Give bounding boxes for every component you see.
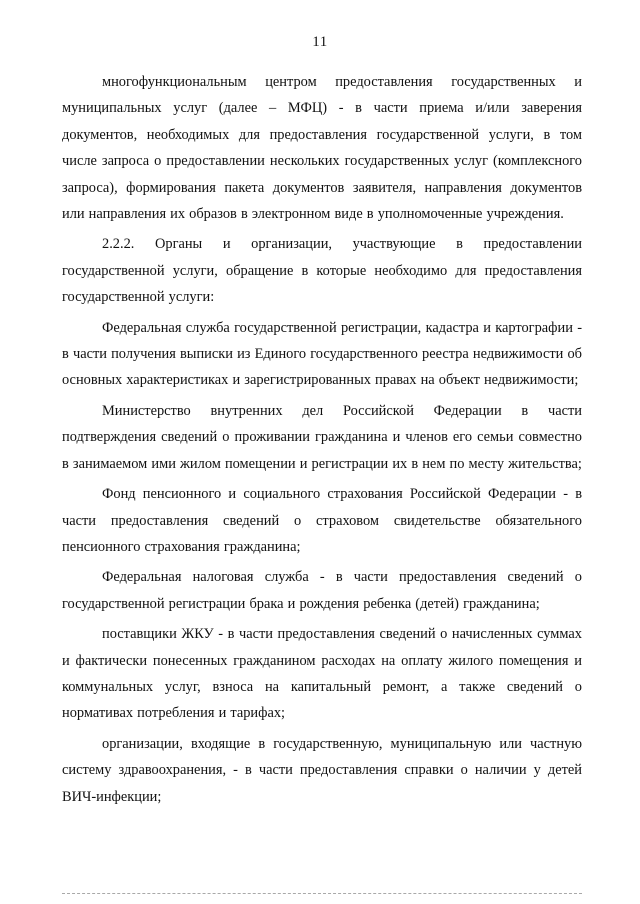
paragraph-2-2-2-heading: 2.2.2. Органы и организации, участвующие в предоставлении государственной услуги, обращение в которые необходимо для предоставления государственной услуги: <box>62 236 582 306</box>
paragraph-pension-fund: Фонд пенсионного и социального страхования Российской Федерации - в части предоставления сведений о страховом свидетельстве обязательного пенсионного страхования гражданина; <box>62 486 582 555</box>
paragraph-mvd: Министерство внутренних дел Российской Федерации в части подтверждения сведений о проживании гражданина и членов его семьи совместно в занимаемом ими жилом помещении и регистрации их в нем по месту жительства; <box>62 402 582 472</box>
paragraph-zhku-suppliers: поставщики ЖКУ - в части предоставления сведений о начисленных суммах и фактически понесенных гражданином расходах на оплату жилого помещения и коммунальных услуг, взноса на капитальный ремонт, а также сведений о нормативах потребления и тарифах; <box>62 626 582 722</box>
paragraph-rosreestr: Федеральная служба государственной регистрации, кадастра и картографии - в части получения выписки из Единого государственного реестра недвижимости об основных характеристиках и зарегистрированных правах на объект недвижимости; <box>62 319 582 389</box>
paragraph-mfc-continuation: многофункциональным центром предоставления государственных и муниципальных услуг (далее – МФЦ) - в части приема и/или заверения документов, необходимых для предоставления государственной услуги, в том числе запроса о предоставлении нескольких государственных услуг (комплексного запроса), формирования пакета документов заявителя, направления документов или направления их образов в электронном виде в уполномоченные учреждения. <box>62 74 582 223</box>
scan-artifact-line <box>62 893 582 897</box>
paragraph-healthcare-organizations: организации, входящие в государственную, муниципальную или частную систему здравоохранения, - в части предоставления справки о наличии у детей ВИЧ-инфекции; <box>62 735 582 805</box>
page-number: 11 <box>312 34 328 50</box>
paragraph-tax-service: Федеральная налоговая служба - в части предоставления сведений о государственной регистрации брака и рождения ребенка (детей) гражданина; <box>62 569 582 612</box>
document-body <box>62 69 582 814</box>
